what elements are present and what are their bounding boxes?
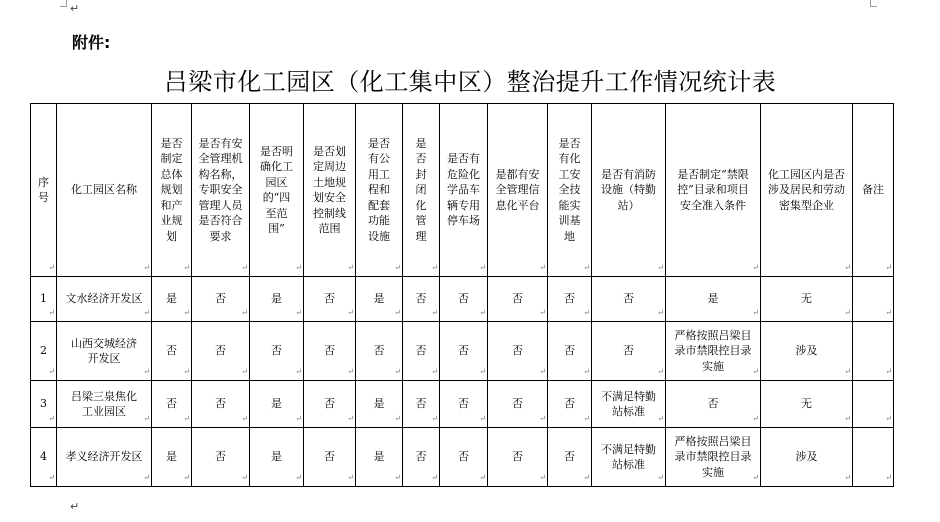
table-cell: 否 ↵ bbox=[488, 277, 548, 322]
statistics-table bbox=[30, 103, 894, 487]
header-cell-park-name bbox=[57, 104, 152, 277]
table-cell: 否 ↵ bbox=[403, 322, 440, 381]
table-cell: 无 ↵ bbox=[761, 381, 853, 428]
table-cell: 是 ↵ bbox=[250, 277, 304, 322]
table-cell: 否 ↵ bbox=[192, 381, 250, 428]
table-cell: 否 ↵ bbox=[440, 322, 488, 381]
table-cell: 否 ↵ bbox=[304, 428, 356, 487]
header-cell bbox=[250, 104, 304, 277]
table-cell: 否 ↵ bbox=[403, 381, 440, 428]
table-cell: 否 ↵ bbox=[440, 428, 488, 487]
header-cell bbox=[666, 104, 761, 277]
document-title: 吕梁市化工园区（化工集中区）整治提升工作情况统计表 bbox=[163, 68, 777, 96]
header-text: 是否有公用工程和配套功能设施 bbox=[368, 136, 390, 243]
table-cell: 否 ↵ bbox=[403, 428, 440, 487]
restriction-text: 严格按照吕梁目录市禁限控目录实施 bbox=[674, 434, 752, 479]
table-cell: 否 ↵ bbox=[488, 381, 548, 428]
table-cell: 否 ↵ bbox=[192, 322, 250, 381]
paragraph-mark: ↵ bbox=[70, 2, 80, 15]
header-text: 是否有消防设施（特勤站） bbox=[601, 167, 656, 212]
header-text: 是否制定“禁限控”目录和项目安全准入条件 bbox=[677, 167, 749, 212]
table-cell: 涉及 ↵ bbox=[761, 322, 853, 381]
table-cell: 否 ↵ bbox=[592, 322, 666, 381]
table-cell: 是 ↵ bbox=[152, 428, 192, 487]
table-row bbox=[31, 381, 894, 428]
header-text: 化工园区内是否涉及居民和劳动密集型企业 bbox=[768, 167, 845, 212]
table-cell-park-name bbox=[57, 322, 152, 381]
page-corner-mark-top-left bbox=[60, 0, 67, 7]
table-cell: 否 ↵ bbox=[548, 381, 592, 428]
table-cell-remarks bbox=[853, 381, 894, 428]
header-cell bbox=[548, 104, 592, 277]
table-cell bbox=[592, 428, 666, 487]
header-text: 是都有安全管理信息化平台 bbox=[495, 167, 540, 212]
header-cell bbox=[356, 104, 403, 277]
table-row bbox=[31, 428, 894, 487]
header-text: 化工园区名称 bbox=[71, 183, 137, 197]
header-text: 是否划定周边土地规划安全控制线范围 bbox=[313, 144, 346, 235]
table-cell: 是 ↵ bbox=[356, 277, 403, 322]
table-cell: 否 ↵ bbox=[152, 381, 192, 428]
table-cell: 否 ↵ bbox=[304, 381, 356, 428]
table-cell: 是 ↵ bbox=[250, 381, 304, 428]
table-cell bbox=[666, 428, 761, 487]
header-text: 是否有化工安全技能实训基地 bbox=[558, 136, 581, 243]
table-cell-park-name: 孝义经济开发区 ↵ bbox=[57, 428, 152, 487]
park-name-text: 吕梁三泉焦化工业园区 bbox=[71, 389, 137, 418]
header-text: 是否有安全管理机构名称，专职安全管理人员是否符合要求 bbox=[198, 136, 243, 243]
page-corner-mark-top-right bbox=[870, 0, 877, 7]
table-cell: 否 ↵ bbox=[488, 322, 548, 381]
table-cell-remarks bbox=[853, 277, 894, 322]
table-header-row bbox=[31, 104, 894, 277]
table-cell: 否 ↵ bbox=[548, 428, 592, 487]
header-cell bbox=[304, 104, 356, 277]
table-cell: 否 ↵ bbox=[548, 322, 592, 381]
header-text: 是否明确化工园区的“四至范围” bbox=[260, 144, 293, 235]
header-cell bbox=[192, 104, 250, 277]
header-cell-index bbox=[31, 104, 57, 277]
table-cell bbox=[592, 381, 666, 428]
table-cell: 否 ↵ bbox=[440, 277, 488, 322]
table-cell: 否 ↵ bbox=[250, 322, 304, 381]
table-cell-remarks bbox=[853, 322, 894, 381]
table-cell-remarks bbox=[853, 428, 894, 487]
header-cell bbox=[761, 104, 853, 277]
table-cell-park-name bbox=[57, 381, 152, 428]
table-cell: 否 ↵ bbox=[666, 381, 761, 428]
header-text: 是否制定总体规划和产业规划 bbox=[160, 136, 183, 243]
table-row bbox=[31, 322, 894, 381]
header-text: 序号 bbox=[38, 175, 49, 204]
annex-label: 附件: bbox=[72, 33, 111, 52]
table-cell: 否 ↵ bbox=[192, 277, 250, 322]
table-cell: 无 ↵ bbox=[761, 277, 853, 322]
header-text: 是否封闭化管理 bbox=[415, 136, 427, 243]
table-cell-index: 4 ↵ bbox=[31, 428, 57, 487]
fire-station-text: 不满足特勤站标准 bbox=[601, 389, 656, 418]
table-row bbox=[31, 277, 894, 322]
table-cell: 否 ↵ bbox=[152, 322, 192, 381]
paragraph-mark: ↵ bbox=[70, 500, 80, 513]
table-cell: 否 ↵ bbox=[592, 277, 666, 322]
header-cell-remarks bbox=[853, 104, 894, 277]
table-cell: 否 ↵ bbox=[403, 277, 440, 322]
table-cell-index: 3 ↵ bbox=[31, 381, 57, 428]
header-cell bbox=[592, 104, 666, 277]
table-cell: 否 ↵ bbox=[440, 381, 488, 428]
table-cell: 否 ↵ bbox=[304, 322, 356, 381]
header-text: 是否有危险化学品车辆专用停车场 bbox=[447, 152, 480, 228]
header-text: 备注 bbox=[862, 183, 884, 197]
park-name-text: 山西交城经济开发区 bbox=[71, 336, 137, 365]
table-cell-index: 1 ↵ bbox=[31, 277, 57, 322]
table-cell: 否 ↵ bbox=[356, 322, 403, 381]
table-cell: 否 ↵ bbox=[488, 428, 548, 487]
table-cell-index: 2 ↵ bbox=[31, 322, 57, 381]
table-cell-park-name: 文水经济开发区 ↵ bbox=[57, 277, 152, 322]
table-cell: 否 ↵ bbox=[192, 428, 250, 487]
table-cell: 是 ↵ bbox=[152, 277, 192, 322]
header-cell bbox=[440, 104, 488, 277]
header-cell bbox=[488, 104, 548, 277]
table-cell: 涉及 ↵ bbox=[761, 428, 853, 487]
table-cell: 是 ↵ bbox=[250, 428, 304, 487]
fire-station-text: 不满足特勤站标准 bbox=[601, 442, 656, 471]
table-cell: 是 ↵ bbox=[356, 428, 403, 487]
header-cell bbox=[152, 104, 192, 277]
restriction-text: 严格按照吕梁目录市禁限控目录实施 bbox=[674, 328, 752, 373]
table-cell: 是 ↵ bbox=[356, 381, 403, 428]
table-cell: 否 ↵ bbox=[304, 277, 356, 322]
header-cell bbox=[403, 104, 440, 277]
table-cell: 否 ↵ bbox=[548, 277, 592, 322]
table-cell: 是 ↵ bbox=[666, 277, 761, 322]
table-cell bbox=[666, 322, 761, 381]
